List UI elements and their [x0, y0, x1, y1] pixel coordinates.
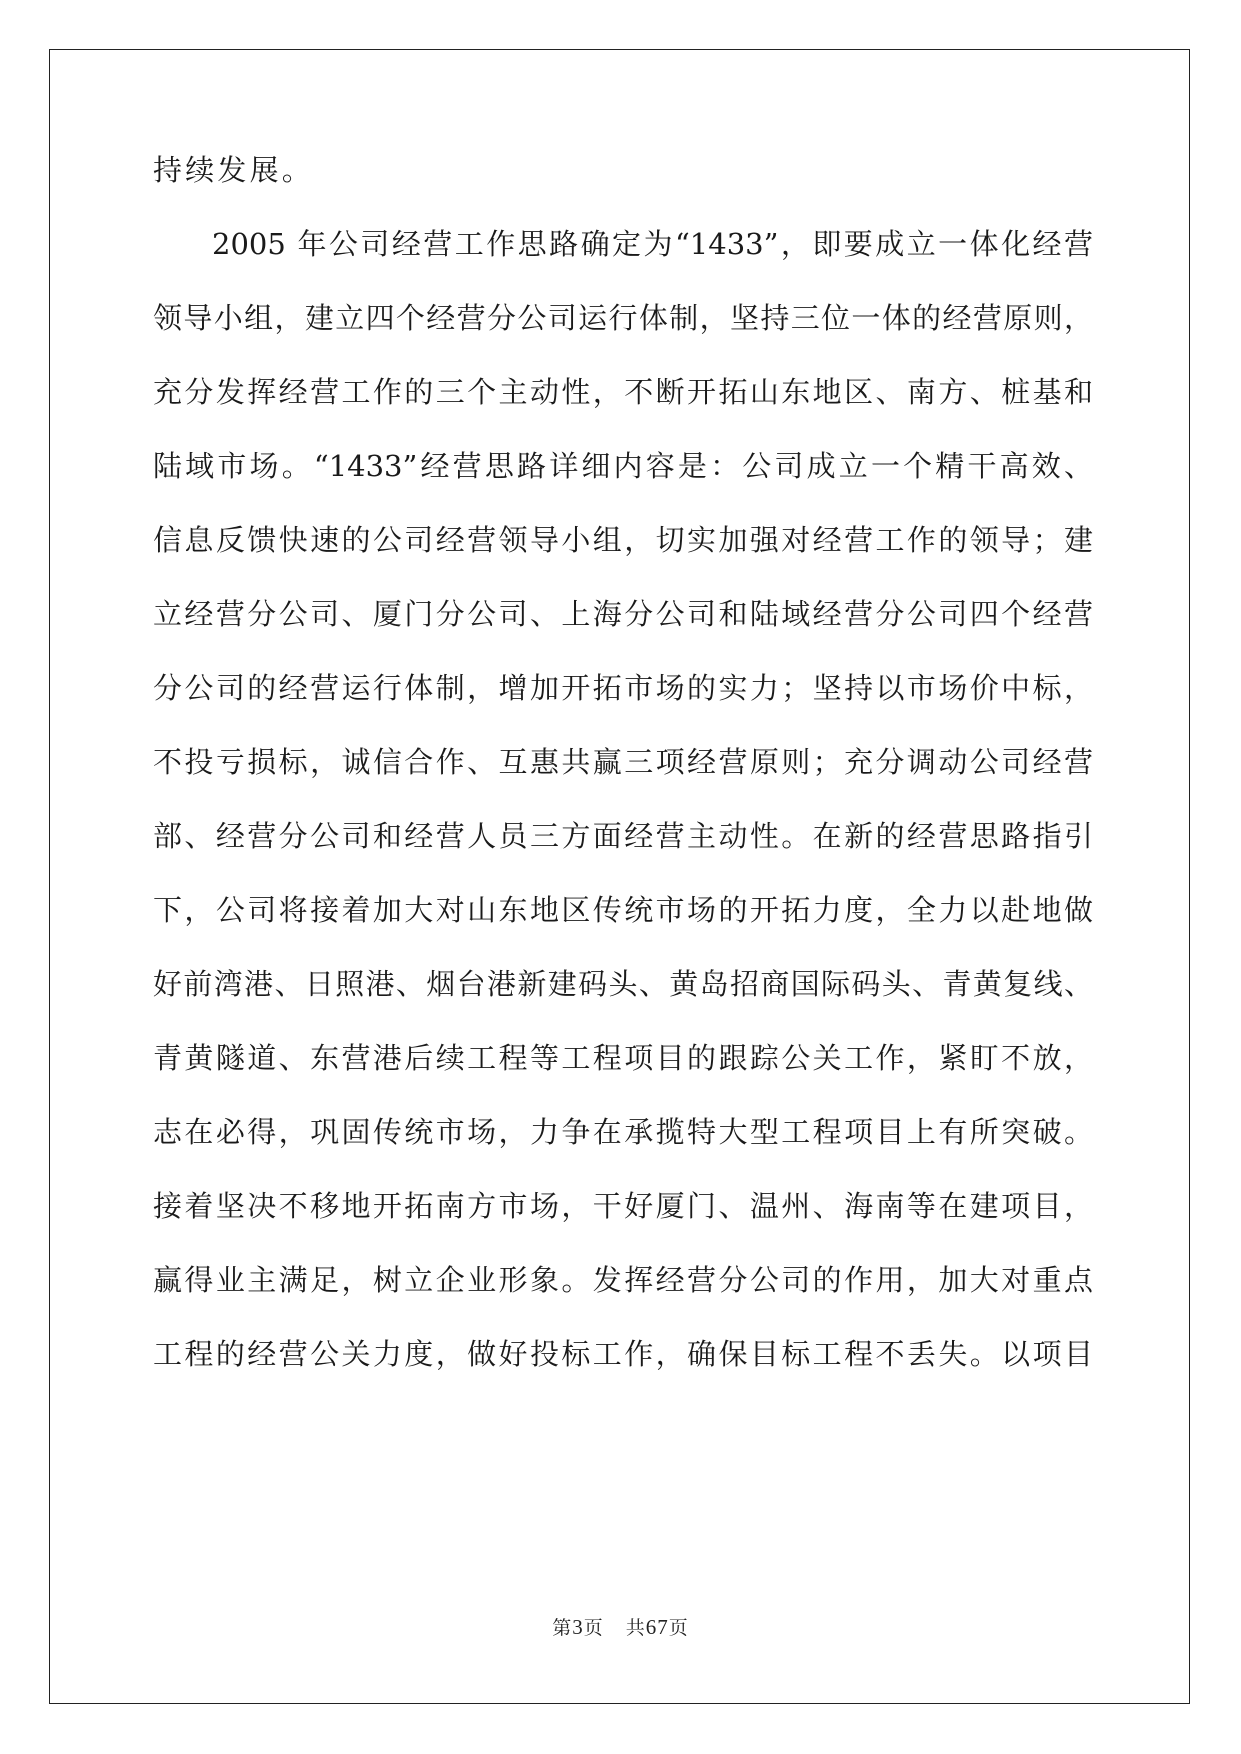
total-suffix: 页 [668, 1617, 689, 1639]
text-line: 领导小组，建立四个经营分公司运行体制，坚持三位一体的经营原则， [153, 301, 1093, 335]
text-line: 接着坚决不移地开拓南方市场，干好厦门、温州、海南等在建项目， [153, 1189, 1093, 1223]
text-line: 充分发挥经营工作的三个主动性，不断开拓山东地区、南方、桩基和 [153, 375, 1093, 409]
text-line: 陆域市场。“1433”经营思路详细内容是：公司成立一个精干高效、 [153, 449, 1093, 483]
text-line: 不投亏损标，诚信合作、互惠共赢三项经营原则；充分调动公司经营 [153, 745, 1093, 779]
text-line: 信息反馈快速的公司经营领导小组，切实加强对经营工作的领导；建 [153, 523, 1093, 557]
text-line: 下，公司将接着加大对山东地区传统市场的开拓力度，全力以赴地做 [153, 893, 1093, 927]
text-line: 志在必得，巩固传统市场，力争在承揽特大型工程项目上有所突破。 [153, 1115, 1093, 1149]
text-line: 持续发展。 [153, 153, 315, 187]
page-prefix: 第 [552, 1617, 573, 1639]
page-footer [0, 1614, 1241, 1641]
text-line: 立经营分公司、厦门分公司、上海分公司和陆域经营分公司四个经营 [153, 597, 1093, 631]
current-page-number: 3 [572, 1615, 584, 1639]
page-suffix: 页 [583, 1617, 604, 1639]
text-line: 部、经营分公司和经营人员三方面经营主动性。在新的经营思路指引 [153, 819, 1093, 853]
text-line: 工程的经营公关力度，做好投标工作，确保目标工程不丢失。以项目 [153, 1337, 1093, 1371]
text-line: 分公司的经营运行体制，增加开拓市场的实力；坚持以市场价中标， [153, 671, 1093, 705]
total-prefix: 共 [625, 1617, 646, 1639]
text-line: 2005 年公司经营工作思路确定为“1433”，即要成立一体化经营 [212, 227, 1093, 261]
text-line: 赢得业主满足，树立企业形象。发挥经营分公司的作用，加大对重点 [153, 1263, 1093, 1297]
total-pages-number: 67 [645, 1615, 669, 1639]
text-line: 青黄隧道、东营港后续工程等工程项目的跟踪公关工作，紧盯不放， [153, 1041, 1093, 1075]
text-line: 好前湾港、日照港、烟台港新建码头、黄岛招商国际码头、青黄复线、 [153, 967, 1093, 1001]
